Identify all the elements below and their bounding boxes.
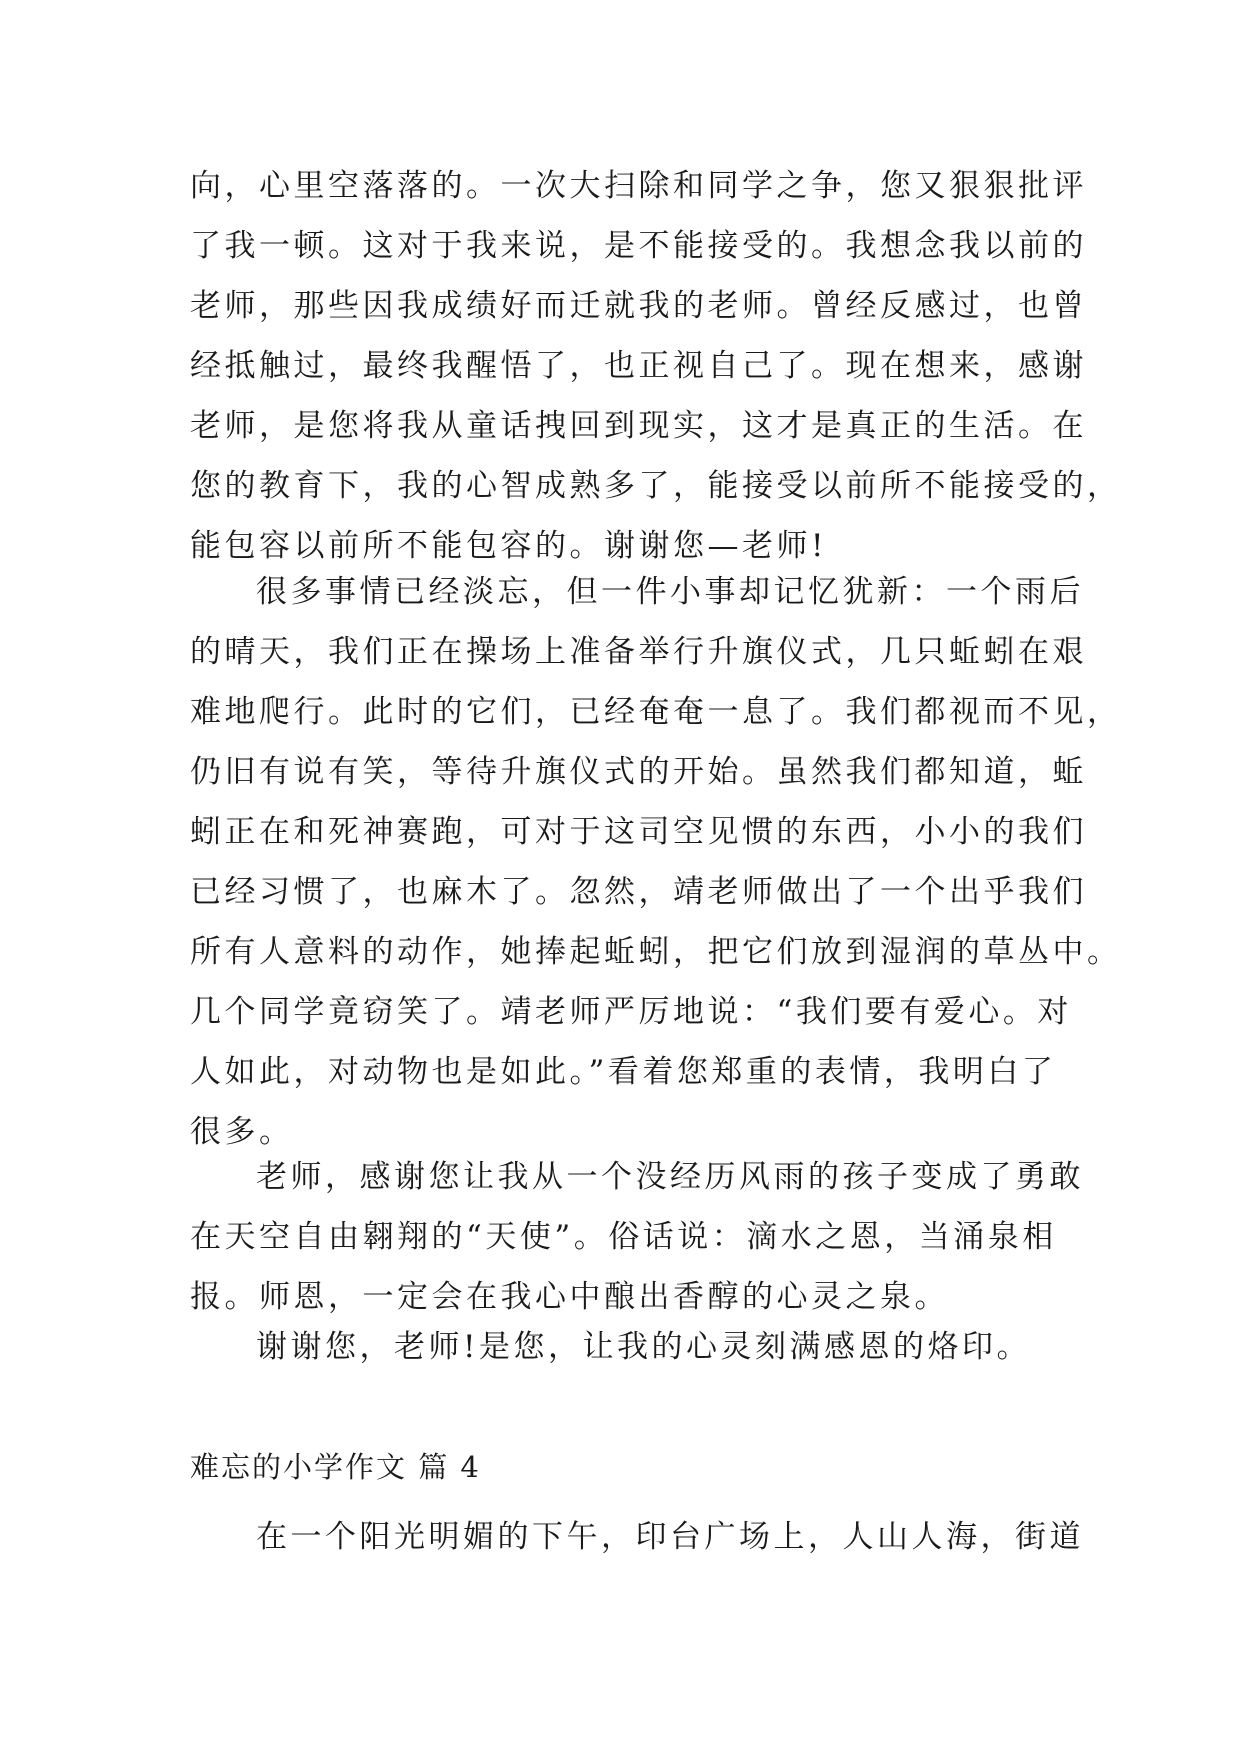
paragraph-line: 人如此，对动物也是如此。”看着您郑重的表情，我明白了 — [190, 1054, 1057, 1090]
paragraph-line: 能包容以前所不能包容的。谢谢您—老师! — [190, 528, 827, 564]
paragraph-line: 在一个阳光明媚的下午，印台广场上，人山人海，街道 — [256, 1519, 1084, 1555]
paragraph-line: 仍旧有说有笑，等待升旗仪式的开始。虽然我们都知道，蚯 — [190, 754, 1087, 790]
paragraph-line: 很多。 — [190, 1114, 294, 1150]
paragraph-line: 谢谢您，老师!是您，让我的心灵刻满感恩的烙印。 — [256, 1329, 1031, 1365]
paragraph-line: 蚓正在和死神赛跑，可对于这司空见惯的东西，小小的我们 — [190, 814, 1087, 850]
paragraph-line: 老师，感谢您让我从一个没经历风雨的孩子变成了勇敢 — [256, 1159, 1084, 1195]
paragraph-line: 了我一顿。这对于我来说，是不能接受的。我想念我以前的 — [190, 228, 1087, 264]
section-heading: 难忘的小学作文 篇 4 — [190, 1450, 481, 1484]
paragraph-line: 难地爬行。此时的它们，已经奄奄一息了。我们都视而不见， — [190, 694, 1122, 730]
paragraph-line: 已经习惯了，也麻木了。忽然，靖老师做出了一个出乎我们 — [190, 874, 1087, 910]
paragraph-line: 老师，是您将我从童话拽回到现实，这才是真正的生活。在 — [190, 408, 1087, 444]
paragraph-line: 所有人意料的动作，她捧起蚯蚓，把它们放到湿润的草丛中。 — [190, 934, 1122, 970]
paragraph-line: 老师，那些因我成绩好而迁就我的老师。曾经反感过，也曾 — [190, 288, 1087, 324]
paragraph-line: 报。师恩，一定会在我心中酿出香醇的心灵之泉。 — [190, 1279, 949, 1315]
paragraph-line: 您的教育下，我的心智成熟多了，能接受以前所不能接受的， — [190, 468, 1122, 504]
paragraph-line: 很多事情已经淡忘，但一件小事却记忆犹新：一个雨后 — [256, 574, 1084, 610]
paragraph-line: 向，心里空落落的。一次大扫除和同学之争，您又狠狠批评 — [190, 168, 1087, 204]
paragraph-line: 几个同学竟窃笑了。靖老师严厉地说：“我们要有爱心。对 — [190, 994, 1072, 1030]
paragraph-line: 经抵触过，最终我醒悟了，也正视自己了。现在想来，感谢 — [190, 348, 1087, 384]
paragraph-line: 在天空自由翱翔的“天使”。俗话说：滴水之恩，当涌泉相 — [190, 1219, 1057, 1255]
paragraph-line: 的晴天，我们正在操场上准备举行升旗仪式，几只蚯蚓在艰 — [190, 634, 1087, 670]
